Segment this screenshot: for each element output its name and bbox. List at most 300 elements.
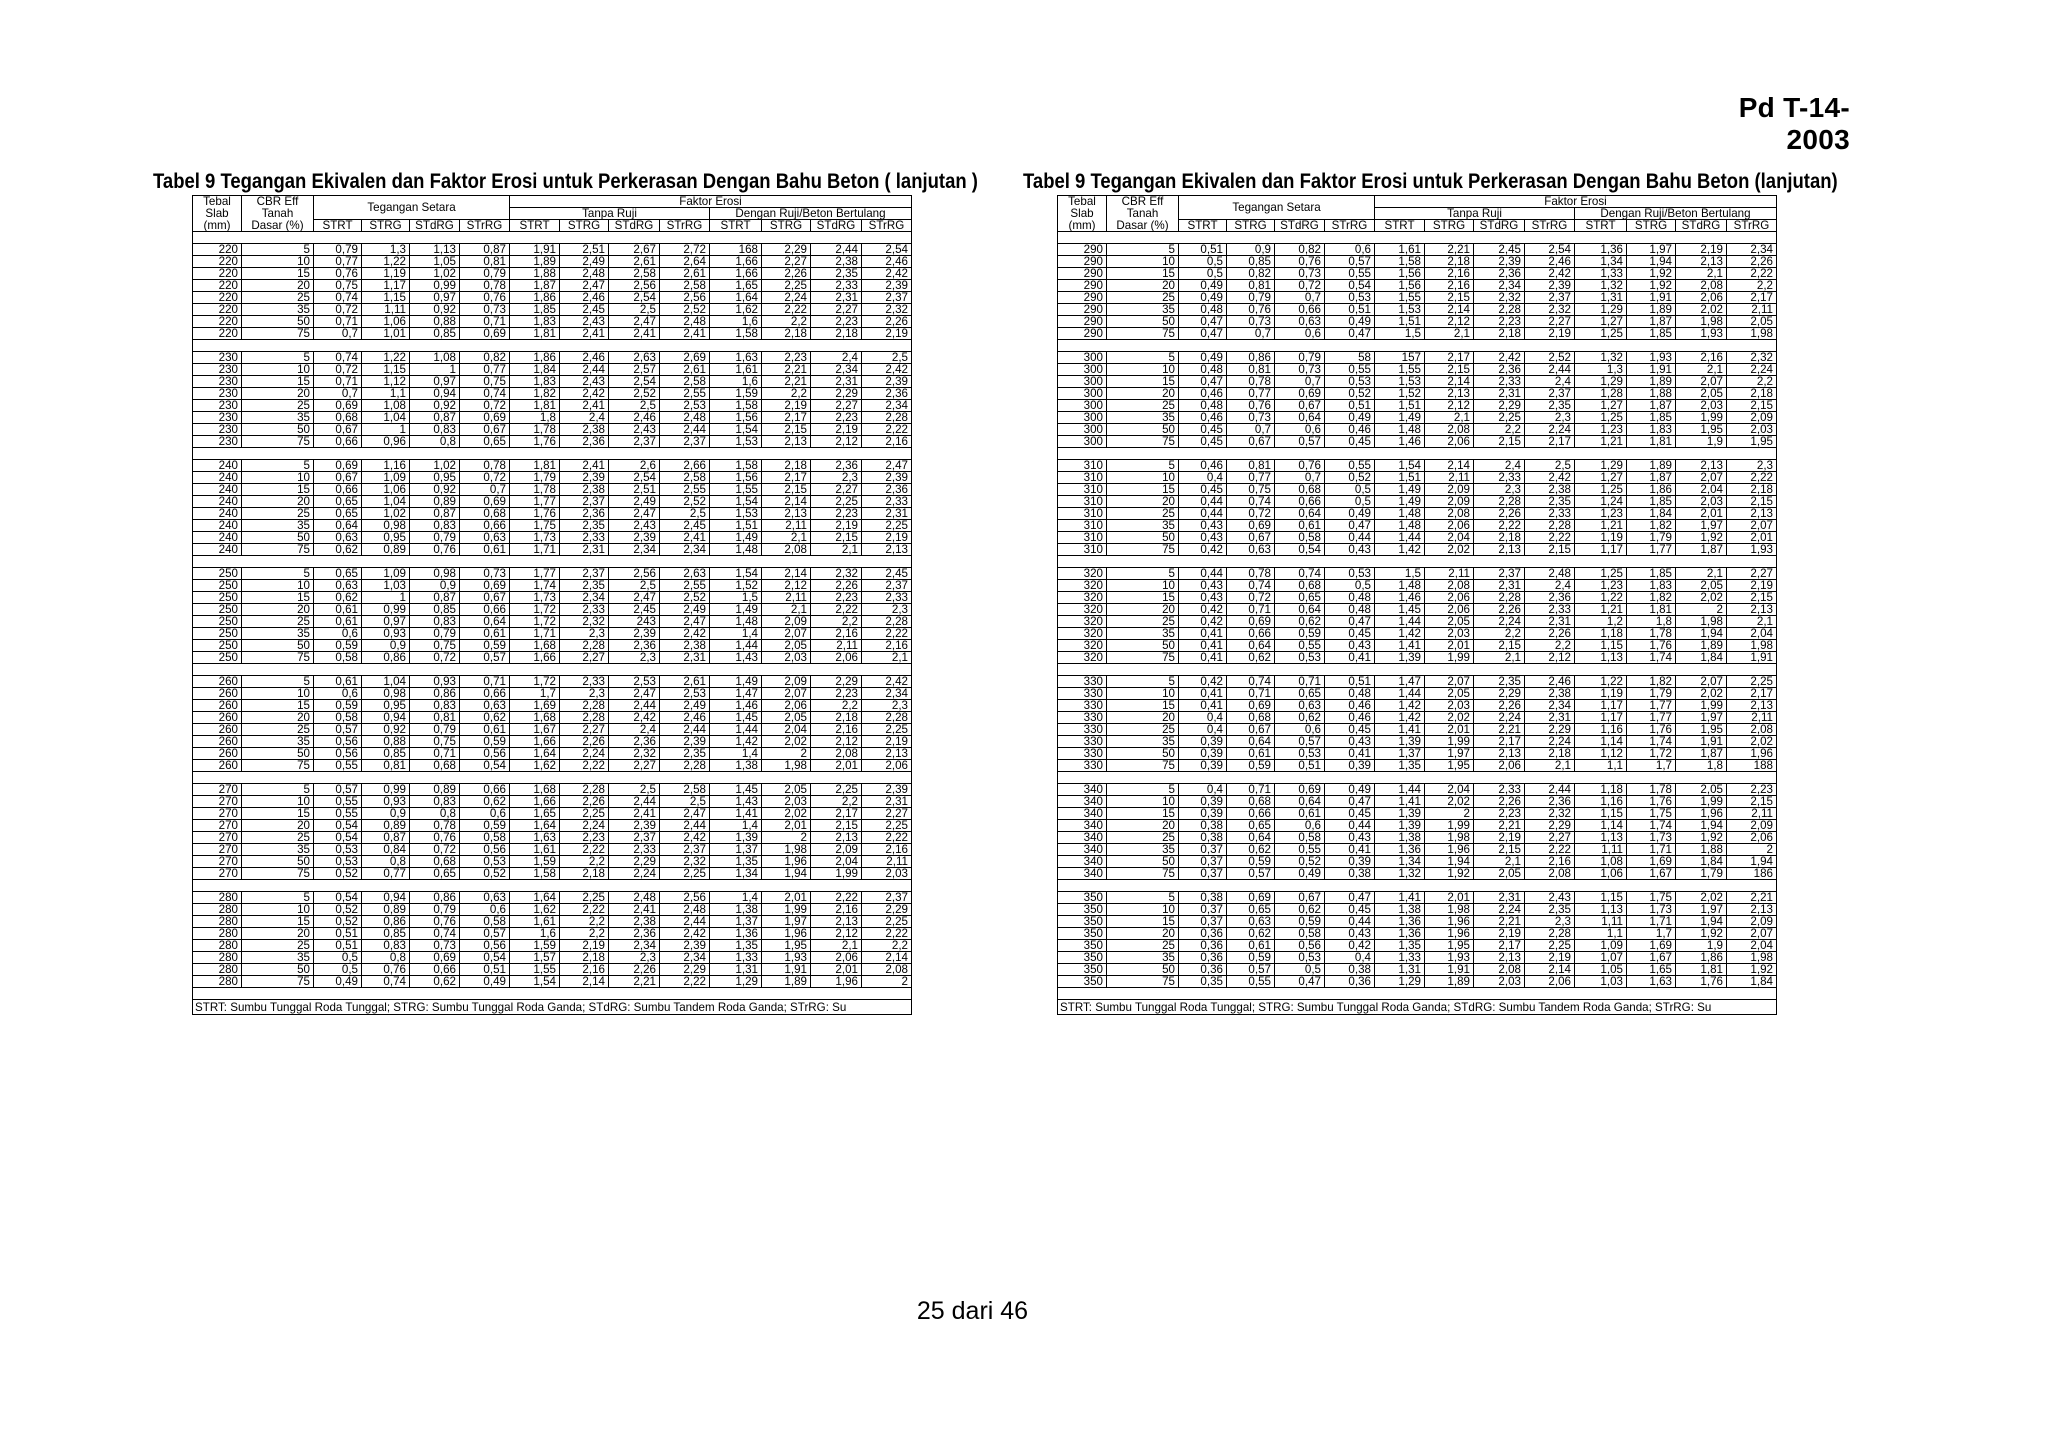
table-cell: 1,92 [1727,964,1777,976]
table-cell: 2,38 [811,256,862,268]
table-cell: 2,14 [1425,460,1474,472]
table-cell: 0,73 [1275,268,1325,280]
table-cell: 50 [1107,748,1179,760]
header-row [193,220,912,232]
spacer-cell [560,448,609,460]
table-cell: 1,74 [1627,820,1676,832]
table-cell: 2,5 [660,796,710,808]
table-cell: 1,53 [710,508,762,520]
spacer-row [1058,448,1777,460]
spacer-cell [460,448,510,460]
table-cell: 2,35 [1525,904,1575,916]
table-cell: 2,15 [762,484,811,496]
table-cell: 10 [242,904,314,916]
table-cell: 0,57 [1275,436,1325,448]
header-cbr: Dasar (%) [242,220,314,232]
table-cell: 1,78 [510,424,560,436]
table-cell: 1,6 [710,376,762,388]
table-cell: 0,71 [1227,604,1275,616]
table-cell: 2,19 [560,940,609,952]
table-cell: 2,43 [1525,892,1575,904]
spacer-cell [362,448,410,460]
table-cell: 1,12 [362,376,410,388]
table-cell: 10 [242,364,314,376]
spacer-row [193,664,912,676]
table-cell: 0,6 [460,808,510,820]
spacer-cell [460,772,510,784]
table-cell: 0,61 [314,616,362,628]
table-cell: 1,91 [510,244,560,256]
table-cell: 1,53 [1375,304,1425,316]
table-cell: 1,84 [1627,508,1676,520]
table-cell: 1,35 [1375,760,1425,772]
spacer-cell [1227,448,1275,460]
header-tanpa-ruji: Tanpa Ruji [510,208,710,220]
table-cell: 2,29 [1474,400,1525,412]
table-cell: 0,54 [314,832,362,844]
table-cell: 2 [1727,844,1777,856]
table-cell: 2,1 [811,544,862,556]
table-cell: 2,28 [660,760,710,772]
table-cell: 1,17 [1575,700,1627,712]
table-cell: 2,08 [862,964,912,976]
table-cell: 0,85 [410,328,460,340]
table-cell: 10 [1107,688,1179,700]
table-row [193,952,912,964]
table-cell: 2,23 [1727,784,1777,796]
table-row [1058,832,1777,844]
table-cell: 2,19 [862,736,912,748]
table-cell: 0,72 [1275,280,1325,292]
table-cell: 2,22 [762,304,811,316]
spacer-cell [811,880,862,892]
spacer-cell [1425,988,1474,1000]
table-cell: 1,15 [1575,892,1627,904]
header-col-strg: STRG [560,220,609,232]
table-cell: 20 [242,280,314,292]
table-cell: 2,26 [1474,700,1525,712]
table-cell: 290 [1058,280,1107,292]
table-cell: 0,97 [410,292,460,304]
table-cell: 1,98 [1727,640,1777,652]
table-cell: 0,68 [410,856,460,868]
table-cell: 2,01 [762,820,811,832]
spacer-cell [1727,556,1777,568]
table-cell: 2,25 [1474,412,1525,424]
table-cell: 220 [193,328,242,340]
table-cell: 2,51 [560,244,609,256]
table-cell: 2,02 [1425,796,1474,808]
table-cell: 2,09 [1425,484,1474,496]
table-cell: 25 [1107,832,1179,844]
table-cell: 2,01 [1727,532,1777,544]
table-cell: 0,68 [1275,484,1325,496]
table-cell: 1,39 [1375,808,1425,820]
table-row [1058,388,1777,400]
spacer-cell [314,880,362,892]
table-cell: 2,07 [1676,376,1727,388]
table-row [1058,460,1777,472]
table-cell: 2,14 [1525,964,1575,976]
header-col-strg: STRG [1227,220,1275,232]
table-cell: 350 [1058,904,1107,916]
table-cell: 50 [242,748,314,760]
table-cell: 2,1 [1676,268,1727,280]
table-cell: 2,19 [862,532,912,544]
table-cell: 1,42 [1375,628,1425,640]
table-cell: 75 [1107,328,1179,340]
table-cell: 0,69 [314,400,362,412]
table-row [1058,976,1777,988]
table-cell: 230 [193,412,242,424]
table-cell: 2,18 [1525,748,1575,760]
header-col-strg: STRG [762,220,811,232]
table-cell: 2,4 [1525,376,1575,388]
spacer-cell [1474,772,1525,784]
table-cell: 2,42 [862,676,912,688]
table-cell: 2,23 [1474,316,1525,328]
table-cell: 2,38 [1525,688,1575,700]
header-col-stdrg: STdRG [609,220,660,232]
table-cell: 0,53 [1325,568,1375,580]
table-cell: 1,94 [1676,820,1727,832]
spacer-cell [1676,448,1727,460]
table-cell: 0,76 [410,544,460,556]
table-cell: 1,95 [1676,424,1727,436]
table-cell: 15 [1107,916,1179,928]
table-cell: 1,2 [1575,616,1627,628]
table-cell: 0,41 [1179,652,1227,664]
table-cell: 1,82 [1627,676,1676,688]
table-cell: 2,17 [1425,352,1474,364]
spacer-cell [1474,880,1525,892]
table-cell: 1,54 [710,496,762,508]
table-cell: 2,43 [609,424,660,436]
table-cell: 50 [1107,964,1179,976]
table-cell: 0,66 [460,604,510,616]
table-cell: 1,7 [510,688,560,700]
table-cell: 1,05 [1575,964,1627,976]
table-cell: 0,37 [1179,904,1227,916]
table-cell: 2,15 [1474,844,1525,856]
table-cell: 280 [193,892,242,904]
table-cell: 2,09 [1727,412,1777,424]
table-cell: 320 [1058,568,1107,580]
spacer-cell [1107,772,1179,784]
table-cell: 2,12 [1525,652,1575,664]
table-cell: 310 [1058,472,1107,484]
table-row [1058,964,1777,976]
table-cell: 10 [242,472,314,484]
header-cbr: Tanah [1107,208,1179,220]
spacer-row [1058,772,1777,784]
table-cell: 2,08 [1676,280,1727,292]
table-cell: 1,92 [1627,280,1676,292]
table-cell: 0,43 [1179,580,1227,592]
table-cell: 0,93 [362,628,410,640]
table-cell: 1,6 [710,316,762,328]
spacer-cell [811,988,862,1000]
table-cell: 2,15 [1474,640,1525,652]
table-cell: 2,34 [1727,244,1777,256]
spacer-cell [1425,232,1474,244]
table-cell: 2,39 [660,940,710,952]
table-cell: 1,72 [1627,748,1676,760]
table-cell: 1,96 [811,976,862,988]
table-cell: 2,39 [660,736,710,748]
table-cell: 0,62 [314,544,362,556]
table-cell: 2,48 [1525,568,1575,580]
table-title-left: Tabel 9 Tegangan Ekivalen dan Faktor Erosi untuk Perkerasan Dengan Bahu Beton ( lanjutan ) [153,170,978,193]
header-row [193,196,912,208]
table-cell: 2,56 [609,280,660,292]
table-cell: 2,31 [862,508,912,520]
table-cell: 0,36 [1179,940,1227,952]
table-cell: 2,45 [609,604,660,616]
table-cell: 2,45 [560,304,609,316]
table-cell: 250 [193,580,242,592]
table-cell: 0,72 [1227,592,1275,604]
table-cell: 25 [242,400,314,412]
table-cell: 2,33 [1474,376,1525,388]
table-cell: 1,31 [710,964,762,976]
spacer-cell [609,880,660,892]
spacer-cell [862,880,912,892]
table-cell: 0,36 [1325,976,1375,988]
table-cell: 2,18 [560,868,609,880]
table-row [193,376,912,388]
table-cell: 2,04 [1727,628,1777,640]
table-cell: 2,64 [660,256,710,268]
table-cell: 0,63 [1275,316,1325,328]
header-tebal: Slab [1058,208,1107,220]
table-cell: 2,23 [1474,808,1525,820]
spacer-cell [1179,988,1227,1000]
table-cell: 0,47 [1325,328,1375,340]
table-row [1058,592,1777,604]
table-cell: 2,15 [811,820,862,832]
table-cell: 20 [1107,712,1179,724]
table-cell: 2,21 [762,364,811,376]
table-cell: 1,4 [710,820,762,832]
table-row [193,856,912,868]
table-cell: 0,64 [1275,412,1325,424]
table-cell: 1,43 [710,652,762,664]
table-cell: 1,14 [1575,820,1627,832]
table-cell: 0,5 [1179,256,1227,268]
table-cell: 1,86 [510,292,560,304]
table-cell: 0,61 [1275,808,1325,820]
spacer-cell [862,664,912,676]
table-cell: 0,63 [1227,544,1275,556]
table-cell: 0,49 [460,976,510,988]
table-cell: 0,52 [1275,856,1325,868]
spacer-cell [314,664,362,676]
table-row [1058,820,1777,832]
table-cell: 0,77 [314,256,362,268]
table-cell: 0,47 [1325,616,1375,628]
table-cell: 330 [1058,700,1107,712]
table-cell: 0,73 [460,304,510,316]
table-cell: 1,68 [510,712,560,724]
table-cell: 2,56 [609,568,660,580]
table-cell: 0,39 [1325,760,1375,772]
spacer-cell [510,448,560,460]
table-cell: 25 [242,724,314,736]
table-row [193,724,912,736]
table-cell: 1,54 [710,424,762,436]
table-cell: 2,37 [560,568,609,580]
table-cell: 2,38 [560,424,609,436]
table-cell: 0,53 [1275,952,1325,964]
table-cell: 0,63 [314,580,362,592]
spacer-cell [1227,340,1275,352]
spacer-cell [710,340,762,352]
table-cell: 0,69 [1227,616,1275,628]
table-cell: 1,86 [510,352,560,364]
table-cell: 2,2 [560,856,609,868]
table-cell: 0,88 [410,316,460,328]
table-cell: 168 [710,244,762,256]
table-cell: 0,48 [1325,604,1375,616]
table-cell: 1,45 [1375,604,1425,616]
table-cell: 2,08 [1525,868,1575,880]
table-cell: 1,75 [1627,892,1676,904]
table-row [1058,376,1777,388]
table-cell: 2,15 [1525,544,1575,556]
table-cell: 0,64 [1275,796,1325,808]
table-cell: 2,28 [1525,520,1575,532]
table-cell: 0,43 [1325,832,1375,844]
table-cell: 0,66 [314,484,362,496]
table-cell: 2,52 [660,496,710,508]
table-cell: 1,29 [1575,376,1627,388]
table-cell: 2,18 [560,952,609,964]
table-cell: 0,66 [1275,496,1325,508]
table-cell: 1,7 [1627,928,1676,940]
table-cell: 2,42 [660,628,710,640]
table-cell: 300 [1058,364,1107,376]
table-cell: 1,96 [1425,928,1474,940]
table-cell: 1,42 [710,736,762,748]
table-cell: 2,22 [811,892,862,904]
spacer-row [1058,556,1777,568]
table-cell: 1,11 [1575,844,1627,856]
table-cell: 0,52 [460,868,510,880]
table-cell: 2,15 [1425,364,1474,376]
spacer-cell [1325,340,1375,352]
table-cell: 10 [1107,364,1179,376]
spacer-cell [609,448,660,460]
table-cell: 0,42 [1179,604,1227,616]
table-cell: 2,55 [660,580,710,592]
table-row [1058,712,1777,724]
table-cell: 250 [193,604,242,616]
table-cell: 330 [1058,748,1107,760]
table-cell: 10 [242,796,314,808]
table-cell: 0,47 [1275,976,1325,988]
table-cell: 0,39 [1179,736,1227,748]
table-cell: 0,6 [314,688,362,700]
spacer-cell [811,664,862,676]
table-cell: 2,16 [1425,280,1474,292]
table-cell: 0,76 [362,964,410,976]
table-cell: 50 [242,316,314,328]
table-cell: 1,99 [1425,652,1474,664]
table-cell: 2,03 [1425,628,1474,640]
spacer-cell [1474,340,1525,352]
table-row [193,400,912,412]
table-cell: 1,43 [710,796,762,808]
table-cell: 2,31 [1474,388,1525,400]
table-cell: 1,78 [1627,628,1676,640]
table-cell: 2,21 [1727,892,1777,904]
table-cell: 2,36 [609,736,660,748]
table-cell: 2,39 [609,532,660,544]
table-cell: 0,59 [460,736,510,748]
table-cell: 2,41 [609,328,660,340]
table-cell: 1,39 [1375,820,1425,832]
table-cell: 2,17 [1727,292,1777,304]
table-cell: 0,59 [314,640,362,652]
table-cell: 1,02 [410,460,460,472]
table-cell: 0,47 [1179,328,1227,340]
table-cell: 35 [242,952,314,964]
table-cell: 1,76 [510,508,560,520]
table-cell: 2,19 [1474,928,1525,940]
table-cell: 1,55 [1375,292,1425,304]
table-cell: 0,6 [1275,424,1325,436]
table-cell: 2,12 [811,928,862,940]
table-cell: 0,86 [362,916,410,928]
table-cell: 1,22 [362,256,410,268]
table-cell: 0,92 [362,724,410,736]
table-row [193,520,912,532]
spacer-cell [710,880,762,892]
table-row [193,748,912,760]
table-cell: 1,99 [1676,700,1727,712]
table-cell: 50 [1107,424,1179,436]
table-cell: 0,55 [314,808,362,820]
table-row [1058,496,1777,508]
table-cell: 0,65 [1275,592,1325,604]
table-cell: 2,33 [1525,604,1575,616]
table-cell: 0,81 [410,712,460,724]
table-cell: 0,57 [1227,964,1275,976]
table-cell: 2,47 [609,688,660,700]
table-cell: 20 [242,928,314,940]
table-cell: 35 [1107,952,1179,964]
table-cell: 2,06 [762,700,811,712]
table-cell: 1,64 [710,292,762,304]
table-cell: 0,56 [460,844,510,856]
table-cell: 10 [242,256,314,268]
table-cell: 1,15 [362,364,410,376]
table-cell: 0,47 [1325,796,1375,808]
table-cell: 2,34 [660,952,710,964]
table-cell: 0,66 [460,520,510,532]
table-cell: 2 [762,748,811,760]
table-cell: 5 [1107,568,1179,580]
table-cell: 1,8 [1627,616,1676,628]
table-cell: 10 [1107,472,1179,484]
table-cell: 2,15 [1727,400,1777,412]
table-cell: 0,74 [410,928,460,940]
table-cell: 350 [1058,976,1107,988]
table-cell: 0,53 [1325,292,1375,304]
table-cell: 2,33 [1525,508,1575,520]
table-cell: 0,64 [1275,508,1325,520]
